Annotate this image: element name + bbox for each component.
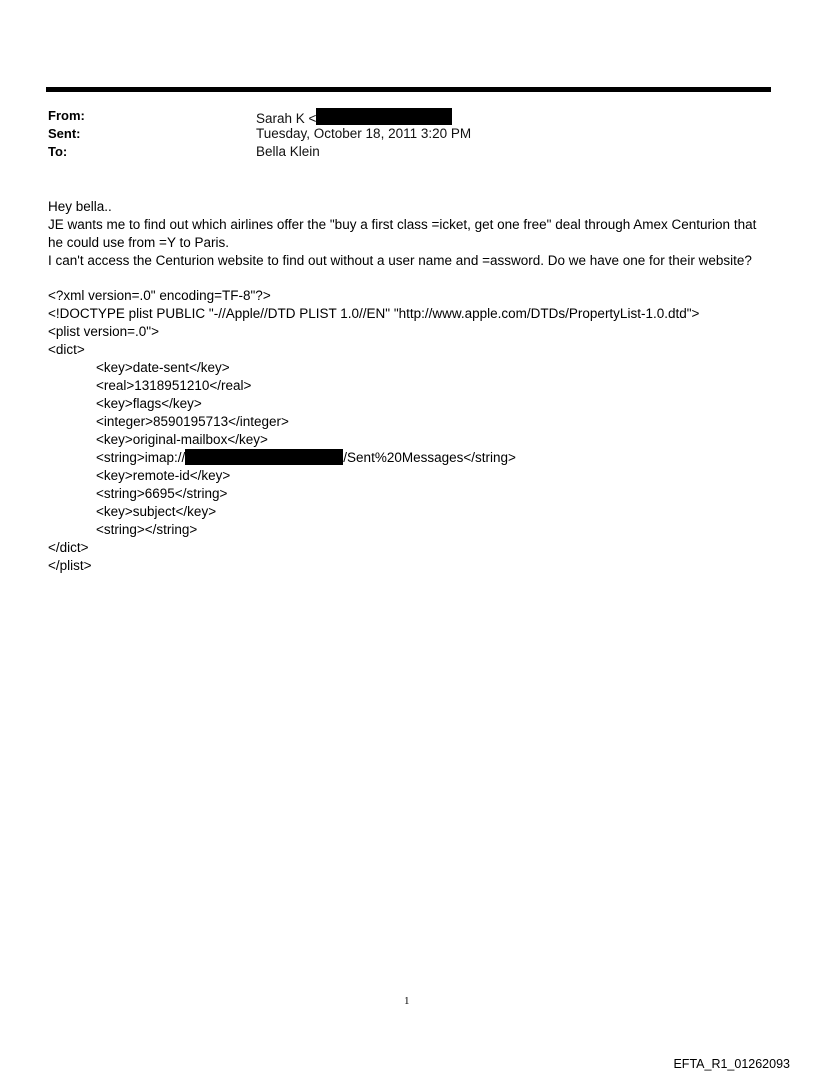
body-paragraph-2: I can't access the Centurion website to find out without a user name and =assword. Do we have one for their website? [48,253,752,268]
email-body [48,198,768,270]
sent-value: Tuesday, October 18, 2011 3:20 PM [256,126,472,141]
plist-open-tag: <plist version=.0"> [48,324,159,339]
plist-entry: <key>flags</key> [96,396,202,411]
plist-entry: <real>1318951210</real> [96,378,252,393]
plist-entry-mailbox [48,449,768,467]
plist-entry: <string>6695</string> [96,486,228,501]
header-rule [46,87,771,92]
body-paragraph-1: JE wants me to find out which airlines offer the "buy a first class =icket, get one free" deal through Amex Centurion that he could use from =Y to Paris. [48,217,757,250]
page-number: 1 [404,995,410,1007]
plist-entry: <key>subject</key> [96,504,217,519]
from-name: Sarah K < [256,111,317,126]
plist-entry: <integer>8590195713</integer> [96,414,289,429]
plist-entry: <key>remote-id</key> [96,468,231,483]
xml-declaration: <?xml version=.0" encoding=TF-8"?> [48,288,271,303]
plist-entry: <key>original-mailbox</key> [96,432,268,447]
plist-block [48,287,768,575]
from-label: From: [48,108,85,123]
sent-label: Sent: [48,126,81,141]
doctype-line: <!DOCTYPE plist PUBLIC "-//Apple//DTD PLIST 1.0//EN" "http://www.apple.com/DTDs/PropertyList-1.0.dtd"> [48,306,700,321]
dict-open-tag: <dict> [48,342,85,357]
redaction-block [316,108,452,125]
redaction-block [185,449,343,465]
greeting: Hey bella.. [48,199,112,214]
to-value: Bella Klein [256,144,320,159]
bates-number: EFTA_R1_01262093 [673,1057,790,1071]
from-value [256,108,452,126]
mailbox-suffix: /Sent%20Messages</string> [343,450,516,465]
plist-entry: <key>date-sent</key> [96,360,230,375]
mailbox-prefix: <string>imap:// [96,450,186,465]
dict-close-tag: </dict> [48,540,89,555]
to-label: To: [48,144,68,159]
plist-entry: <string></string> [96,522,198,537]
plist-close-tag: </plist> [48,558,92,573]
